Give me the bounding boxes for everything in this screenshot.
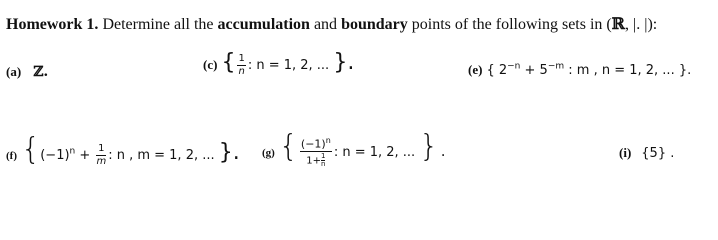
item-g-label: (g) — [262, 147, 275, 159]
item-f-fraction — [96, 144, 106, 167]
item-c-condition: : n = 1, 2, ... — [247, 58, 334, 73]
item-g-den-num: 1 — [321, 151, 326, 160]
item-g-close-brace: }. — [419, 129, 448, 164]
item-g-num-exp: n — [325, 136, 331, 146]
item-f-close-brace: }. — [218, 140, 240, 165]
item-c-label: (c) — [203, 57, 218, 72]
heading-text-5: ): — [647, 16, 658, 33]
heading-word-boundary: boundary — [341, 16, 408, 33]
item-a — [6, 63, 48, 81]
item-g — [262, 129, 448, 168]
item-f-label: (f) — [6, 150, 17, 162]
item-i — [619, 144, 674, 162]
item-g-den-pre: 1+ — [306, 155, 321, 167]
item-c-num: 1 — [238, 53, 245, 64]
item-e-label: (e) — [468, 62, 483, 77]
item-a-set: ℤ. — [33, 64, 49, 80]
item-f-den: m — [96, 156, 107, 167]
item-g-den — [300, 152, 332, 168]
item-e-plus: + 5 — [520, 63, 548, 78]
item-e-exp2: −m — [547, 61, 565, 72]
item-f-exp: n — [69, 146, 76, 157]
item-g-condition: : n = 1, 2, ... — [333, 145, 420, 160]
item-g-den-den: n — [321, 159, 326, 168]
item-c-fraction — [237, 54, 245, 77]
heading-word-accumulation: accumulation — [217, 16, 310, 33]
item-g-fraction — [300, 137, 332, 168]
item-i-set: {5} . — [641, 146, 675, 161]
heading-metric: |. | — [633, 16, 648, 33]
item-i-label: (i) — [619, 145, 632, 160]
item-f — [6, 132, 240, 167]
heading-text-1: Determine all the — [102, 16, 214, 33]
item-g-den-fraction — [321, 153, 325, 168]
item-c-open-brace: { — [221, 50, 236, 75]
item-c — [203, 52, 354, 77]
item-a-label: (a) — [6, 64, 22, 79]
item-f-plus: + — [75, 148, 95, 163]
item-f-num: 1 — [98, 143, 105, 154]
item-e-open: { 2 — [486, 63, 508, 78]
item-e-condition: : m , n = 1, 2, ... }. — [564, 63, 692, 78]
item-g-num-base: (−1) — [300, 137, 326, 151]
item-f-base: (−1) — [40, 148, 70, 163]
item-f-open-brace: { — [21, 132, 41, 167]
heading-prefix: Homework 1. — [6, 16, 99, 33]
item-g-num — [300, 137, 332, 152]
item-f-condition: : n , m = 1, 2, ... — [108, 148, 219, 163]
item-e — [468, 61, 691, 79]
heading-text-3: points of the following sets in ( — [411, 16, 612, 33]
heading-set-reals: ℝ — [611, 14, 626, 33]
homework-heading — [6, 14, 657, 34]
heading-text-2: and — [313, 16, 338, 33]
heading-text-4: , — [625, 16, 630, 33]
item-g-open-brace: { — [278, 129, 298, 164]
item-c-den: n — [238, 66, 245, 77]
item-c-close-brace: }. — [333, 50, 355, 75]
item-e-exp1: −n — [507, 61, 521, 72]
